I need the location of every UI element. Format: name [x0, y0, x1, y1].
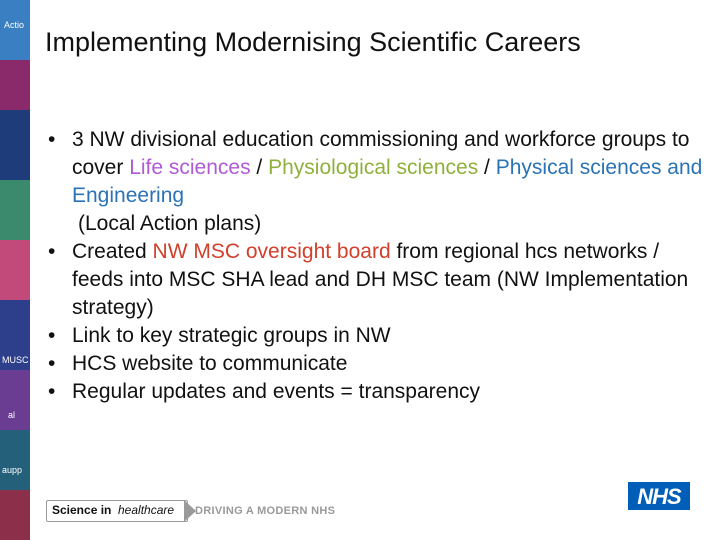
bullet-text: HCS website to communicate: [72, 352, 348, 375]
nhs-logo-text: NHS: [637, 484, 681, 509]
strip-text-fragment: aupp: [2, 465, 23, 475]
bullet-item: [48, 238, 708, 322]
physiological-sciences-text: Physiological sciences: [268, 156, 479, 179]
oversight-board-text: NW MSC oversight board: [152, 240, 391, 263]
bullet-item: [48, 322, 708, 350]
bullet-item: [48, 126, 708, 238]
nhs-logo: [628, 482, 690, 510]
bullet-marker: •: [48, 324, 56, 347]
strip-text-fragment: al: [8, 410, 16, 420]
logo-text-healthcare: healthcare: [118, 503, 175, 517]
bullet-text: [72, 128, 702, 207]
slide-title: Implementing Modernising Scientific Careers: [45, 27, 581, 57]
bullet-marker: •: [48, 380, 56, 403]
bullet-text: Link to key strategic groups in NW: [72, 324, 391, 347]
bullet-subtext: (Local Action plans): [78, 212, 262, 235]
life-sciences-text: Life sciences: [129, 156, 257, 179]
bullet-item: [48, 350, 708, 378]
bullet-marker: •: [48, 128, 56, 151]
bullet-list: [48, 126, 708, 406]
logo-text-science: Science in: [52, 503, 112, 517]
bullet-segment: from regional hcs networks / feeds into MSC SHA lead and DH MSC team (NW Implementation strategy): [72, 240, 689, 319]
bullet-item: [48, 378, 708, 406]
strip-text-fragment: Actio: [4, 20, 25, 30]
decorative-side-strip: [0, 0, 30, 540]
bullet-text: Regular updates and events = transparency: [72, 380, 481, 403]
bullet-marker: •: [48, 240, 56, 263]
physical-sciences-text: Physical sciences and Engineering: [72, 156, 703, 207]
bullet-text: [72, 240, 688, 319]
strip-text-fragment: MUSC: [2, 355, 29, 365]
footer-tagline: DRIVING A MODERN NHS: [195, 505, 336, 517]
bullet-marker: •: [48, 352, 56, 375]
bullet-segment: 3 NW divisional education commissioning and workforce groups to cover: [72, 128, 690, 179]
bullet-segment: /: [478, 156, 496, 179]
bullet-segment: /: [256, 156, 269, 179]
bullet-segment: Created: [72, 240, 153, 263]
